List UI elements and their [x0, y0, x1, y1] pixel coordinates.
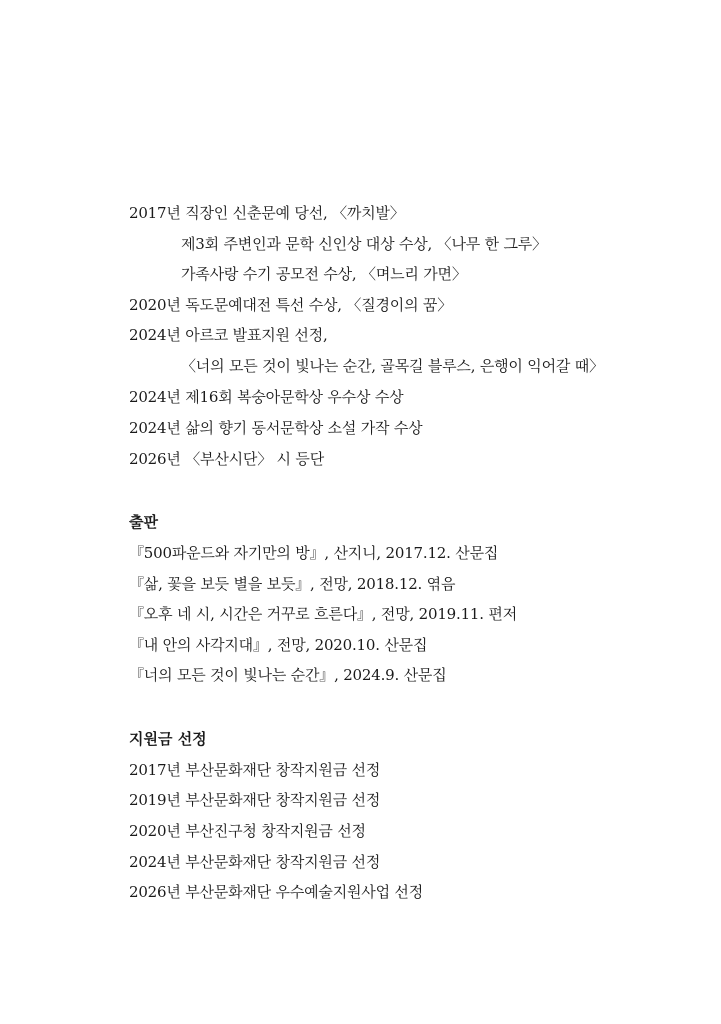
grant-line: 2019년 부산문화재단 창작지원금 선정 — [129, 791, 381, 809]
publication-line: 『내 안의 사각지대』, 전망, 2020.10. 산문집 — [129, 636, 428, 654]
award-line: 2017년 직장인 신춘문예 당선, 〈까치발〉 — [129, 204, 405, 222]
grant-line: 2026년 부산문화재단 우수예술지원사업 선정 — [129, 883, 424, 901]
award-line: 〈너의 모든 것이 빛나는 순간, 골목길 블루스, 은행이 익어갈 때〉 — [181, 357, 604, 375]
award-line: 2024년 아르코 발표지원 선정, — [129, 326, 328, 344]
publication-line: 『오후 네 시, 시간은 거꾸로 흐른다』, 전망, 2019.11. 편저 — [129, 605, 517, 623]
publications-heading: 출판 — [129, 513, 158, 531]
award-line: 2024년 삶의 향기 동서문학상 소설 가작 수상 — [129, 419, 423, 437]
award-line: 가족사랑 수기 공모전 수상, 〈며느리 가면〉 — [181, 265, 467, 283]
grant-line: 2017년 부산문화재단 창작지원금 선정 — [129, 761, 381, 779]
grant-line: 2024년 부산문화재단 창작지원금 선정 — [129, 853, 381, 871]
award-line: 제3회 주변인과 문학 신인상 대상 수상, 〈나무 한 그루〉 — [181, 235, 547, 253]
publication-line: 『500파운드와 자기만의 방』, 산지니, 2017.12. 산문집 — [129, 544, 499, 562]
grant-line: 2020년 부산진구청 창작지원금 선정 — [129, 822, 366, 840]
award-line: 2024년 제16회 복숭아문학상 우수상 수상 — [129, 388, 404, 406]
award-line: 2020년 독도문예대전 특선 수상, 〈질경이의 꿈〉 — [129, 296, 453, 314]
grants-heading: 지원금 선정 — [129, 730, 207, 748]
award-line: 2026년 〈부산시단〉 시 등단 — [129, 450, 324, 468]
publication-line: 『삶, 꽃을 보듯 별을 보듯』, 전망, 2018.12. 엮음 — [129, 575, 456, 593]
publication-line: 『너의 모든 것이 빛나는 순간』, 2024.9. 산문집 — [129, 666, 447, 684]
